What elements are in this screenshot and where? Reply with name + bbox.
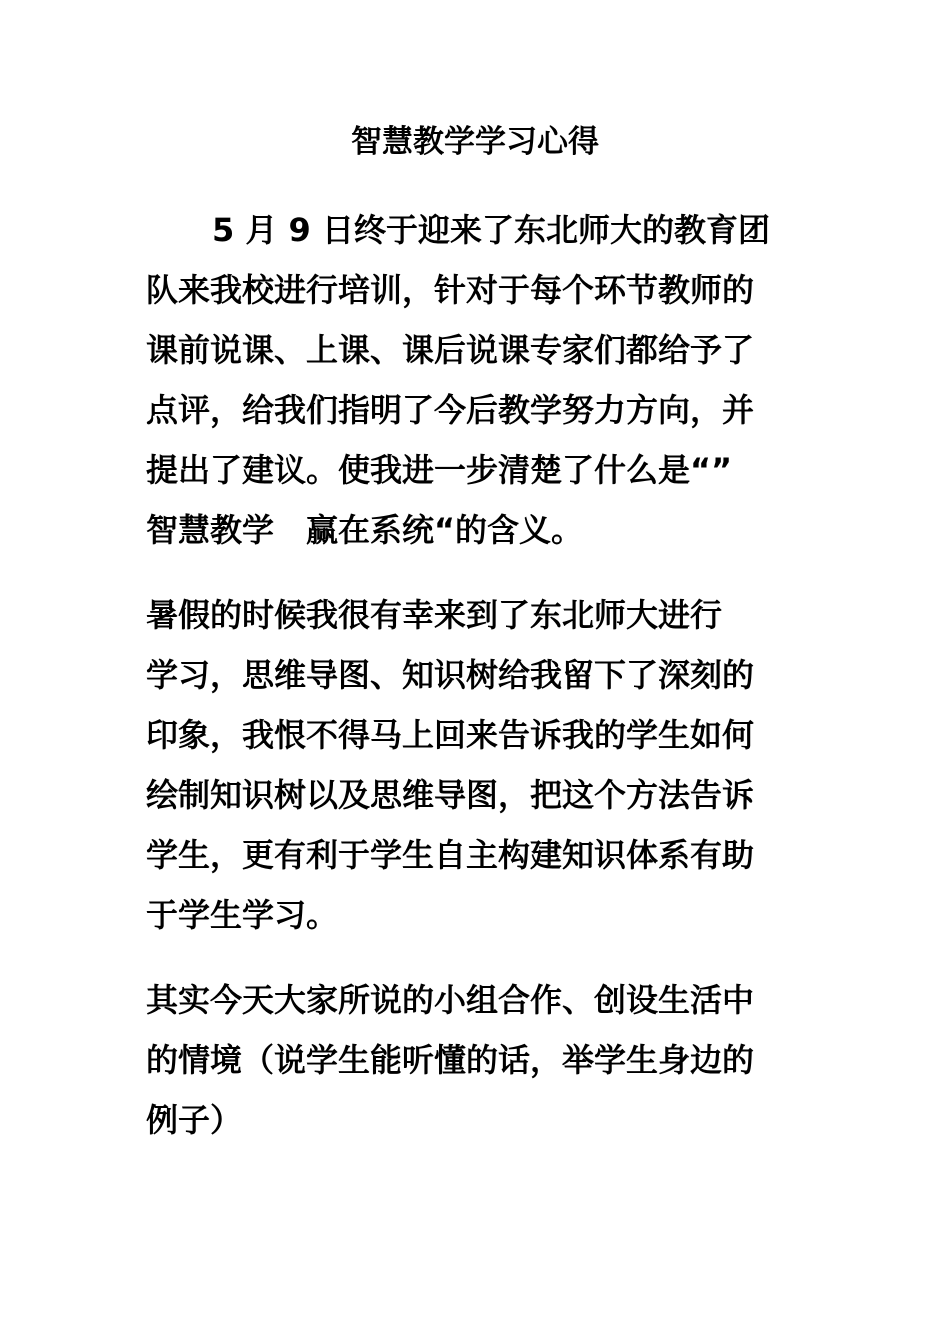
paragraph-line: 绘制知识树以及思维导图，把这个方法告诉 [146, 776, 755, 814]
paragraph-line: 5 月 9 日终于迎来了东北师大的教育团 [212, 211, 770, 249]
paragraph-line: 队来我校进行培训，针对于每个环节教师的 [146, 271, 755, 309]
paragraph-line: 点评，给我们指明了今后教学努力方向，并 [146, 391, 755, 429]
paragraph-line: 学习，思维导图、知识树给我留下了深刻的 [146, 656, 755, 694]
paragraph-line: 于学生学习。 [146, 896, 339, 934]
paragraph-1 [146, 200, 826, 560]
paragraph-line: 例子） [146, 1101, 243, 1139]
paragraph-line: 提出了建议。使我进一步清楚了什么是“” [146, 451, 733, 489]
paragraph-line: 课前说课、上课、课后说课专家们都给予了 [146, 331, 755, 369]
paragraph-line: 印象，我恨不得马上回来告诉我的学生如何 [146, 716, 755, 754]
paragraph-line: 其实今天大家所说的小组合作、创设生活中 [146, 981, 755, 1019]
paragraph-line: 学生，更有利于学生自主构建知识体系有助 [146, 836, 755, 874]
document-title: 智慧教学学习心得 [351, 124, 599, 160]
paragraph-line: 智慧教学 赢在系统“的含义。 [146, 511, 584, 549]
paragraph-2 [146, 585, 826, 945]
paragraph-line: 的情境（说学生能听懂的话，举学生身边的 [146, 1041, 755, 1079]
paragraph-line: 暑假的时候我很有幸来到了东北师大进行 [146, 596, 723, 634]
paragraph-3 [146, 970, 826, 1150]
